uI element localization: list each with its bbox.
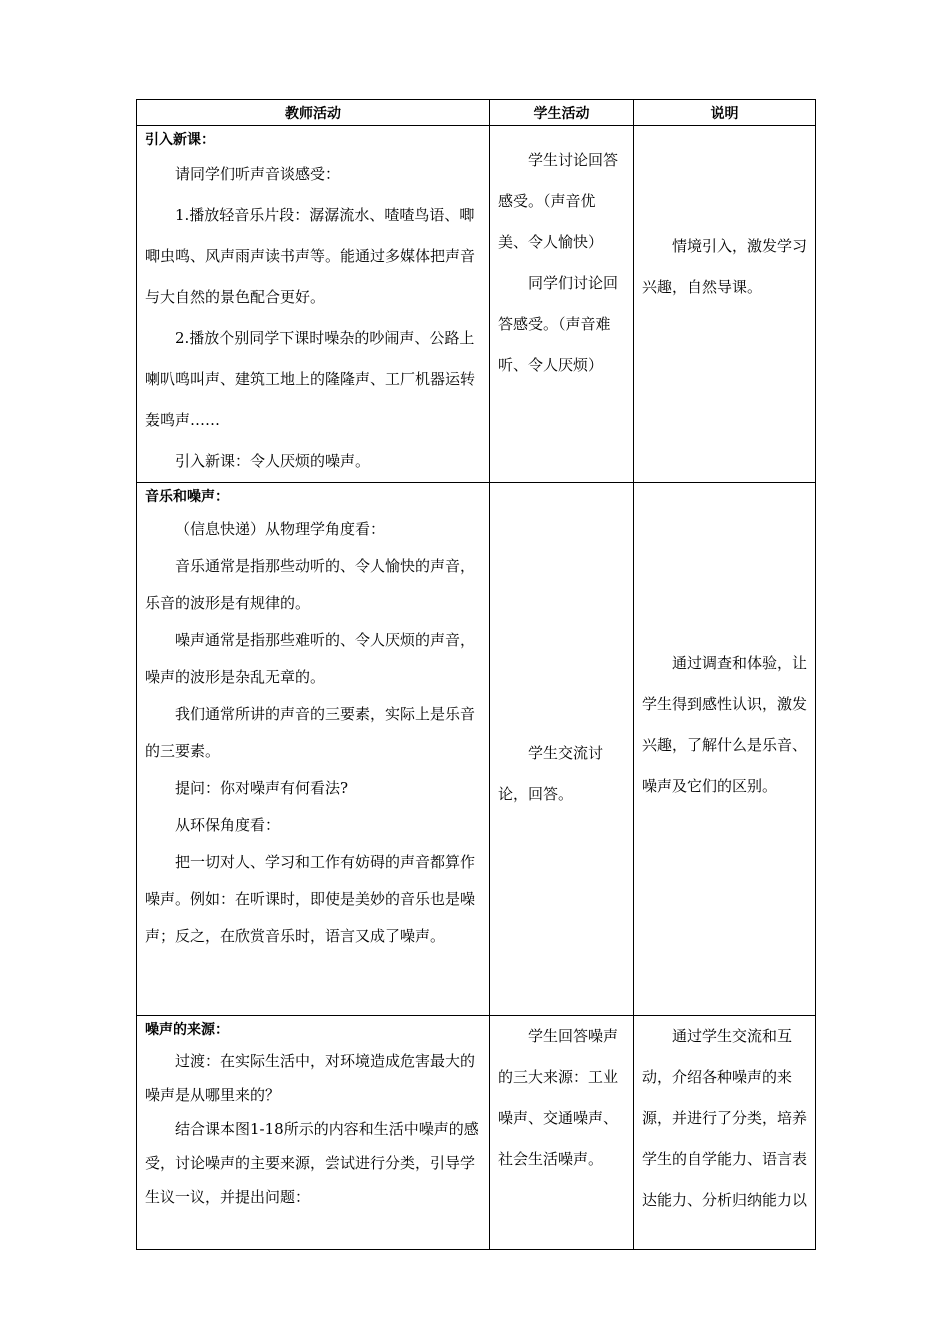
note-cell-noise-source (634, 1016, 816, 1250)
header-notes: 说明 (634, 100, 816, 126)
table-row-music-noise (137, 483, 816, 1016)
teacher-text: 我们通常所讲的声音的三要素，实际上是乐音的三要素。 (145, 705, 476, 760)
teacher-text: 请同学们听声音谈感受： (175, 165, 341, 183)
header-teacher-activity: 教师活动 (137, 100, 490, 126)
teacher-text: 提问：你对噪声有何看法? (175, 779, 349, 797)
teacher-text: 1.播放轻音乐片段：潺潺流水、喳喳鸟语、唧唧虫鸣、风声雨声读书声等。能通过多媒体把声音与大自然的景色配合更好。 (145, 206, 476, 306)
student-cell-noise-source (490, 1016, 634, 1250)
header-student-activity: 学生活动 (490, 100, 634, 126)
section-title-intro: 引入新课： (145, 132, 215, 148)
student-text: 学生讨论回答感受。（声音优美、令人愉快） (498, 151, 619, 251)
lesson-plan-table (136, 99, 816, 1250)
teacher-text: 从环保角度看： (175, 816, 281, 834)
teacher-text: （信息快递）从物理学角度看： (175, 520, 386, 538)
teacher-cell-intro (137, 126, 490, 483)
note-text: 通过调查和体验，让学生得到感性认识，激发兴趣，了解什么是乐音、噪声及它们的区别。 (642, 654, 808, 795)
teacher-text: 噪声通常是指那些难听的、令人厌烦的声音，噪声的波形是杂乱无章的。 (145, 631, 476, 686)
teacher-text: 音乐通常是指那些动听的、令人愉快的声音，乐音的波形是有规律的。 (145, 557, 476, 612)
table-header-row (137, 100, 816, 126)
teacher-text: 结合课本图1-18所示的内容和生活中噪声的感受，讨论噪声的主要来源，尝试进行分类，引导学生议一议，并提出问题： (145, 1120, 479, 1206)
section-title-noise-source: 噪声的来源： (145, 1022, 229, 1038)
note-cell-music-noise (634, 483, 816, 1016)
table-row-noise-source (137, 1016, 816, 1250)
student-cell-music-noise (490, 483, 634, 1016)
student-cell-intro (490, 126, 634, 483)
teacher-text: 引入新课：令人厌烦的噪声。 (175, 452, 371, 470)
note-text: 情境引入，激发学习兴趣，自然导课。 (642, 237, 808, 296)
section-title-music-noise: 音乐和噪声： (145, 489, 229, 505)
student-text: 同学们讨论回答感受。（声音难听、令人厌烦） (498, 274, 619, 374)
teacher-cell-noise-source (137, 1016, 490, 1250)
note-cell-intro (634, 126, 816, 483)
student-text: 学生交流讨论，回答。 (498, 744, 604, 803)
teacher-text: 过渡：在实际生活中，对环境造成危害最大的噪声是从哪里来的？ (145, 1052, 476, 1104)
teacher-text: 2.播放个别同学下课时噪杂的吵闹声、公路上喇叭鸣叫声、建筑工地上的隆隆声、工厂机器运转轰鸣声…… (145, 329, 476, 429)
note-text: 通过学生交流和互动，介绍各种噪声的来源，并进行了分类，培养学生的自学能力、语言表达能力、分析归纳能力以 (642, 1027, 808, 1209)
table-row-intro (137, 126, 816, 483)
teacher-cell-music-noise (137, 483, 490, 1016)
student-text: 学生回答噪声的三大来源：工业噪声、交通噪声、社会生活噪声。 (498, 1027, 619, 1168)
teacher-text: 把一切对人、学习和工作有妨碍的声音都算作噪声。例如：在听课时，即使是美妙的音乐也是噪声；反之，在欣赏音乐时，语言又成了噪声。 (145, 853, 476, 945)
